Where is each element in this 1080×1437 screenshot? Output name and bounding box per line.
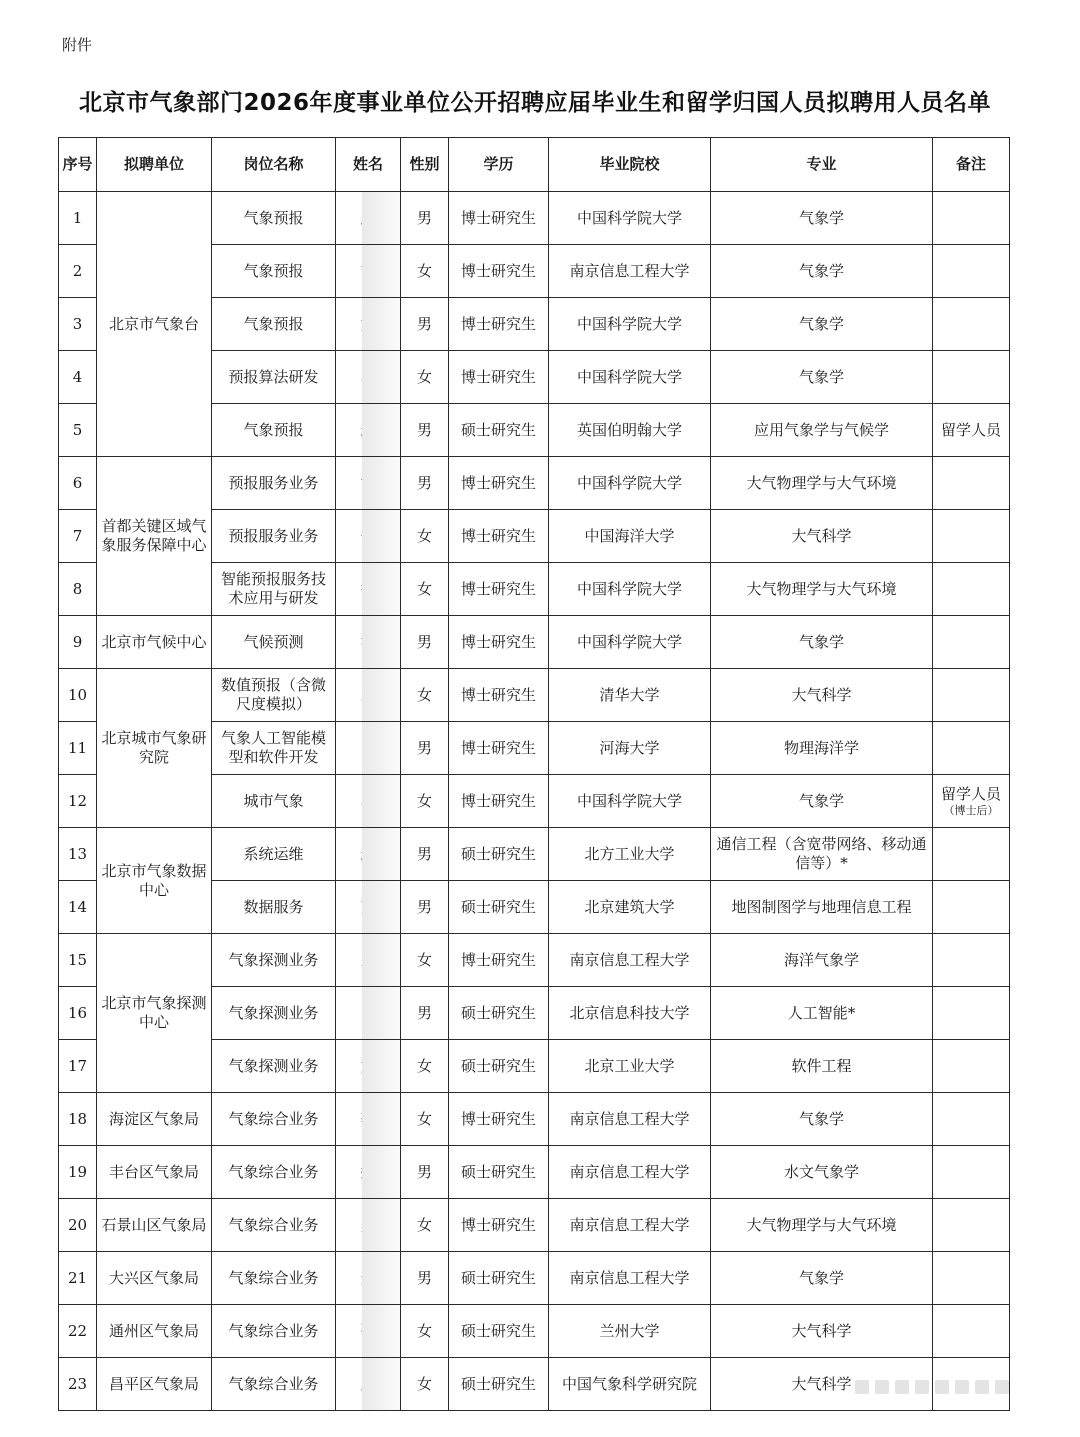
- cell-no: 17: [59, 1040, 97, 1093]
- cell-note: [933, 934, 1010, 987]
- cell-gender: 女: [401, 1040, 449, 1093]
- cell-note: [933, 987, 1010, 1040]
- cell-no: 16: [59, 987, 97, 1040]
- table-row: [59, 934, 1010, 987]
- cell-note: [933, 616, 1010, 669]
- cell-name: [336, 669, 401, 722]
- cell-unit: 北京市气候中心: [97, 616, 212, 669]
- cell-name: [336, 192, 401, 245]
- cell-gender: 女: [401, 669, 449, 722]
- cell-gender: 女: [401, 1358, 449, 1411]
- cell-post: 系统运维: [212, 828, 336, 881]
- cell-degree: 博士研究生: [449, 1093, 549, 1146]
- redaction-blur: [362, 1199, 400, 1252]
- cell-degree: 硕士研究生: [449, 987, 549, 1040]
- cell-post: 气候预测: [212, 616, 336, 669]
- cell-gender: 女: [401, 1199, 449, 1252]
- cell-no: 3: [59, 298, 97, 351]
- cell-post: 气象预报: [212, 298, 336, 351]
- cell-post: 气象探测业务: [212, 987, 336, 1040]
- cell-name: [336, 1093, 401, 1146]
- cell-school: 中国科学院大学: [549, 351, 711, 404]
- cell-degree: 博士研究生: [449, 1199, 549, 1252]
- hiring-table: [58, 137, 1010, 1411]
- cell-major: 气象学: [711, 245, 933, 298]
- redaction-blur: [362, 1040, 400, 1093]
- cell-name: [336, 1252, 401, 1305]
- cell-major: 大气物理学与大气环境: [711, 457, 933, 510]
- cell-post: 预报算法研发: [212, 351, 336, 404]
- cell-major: 软件工程: [711, 1040, 933, 1093]
- cell-school: 南京信息工程大学: [549, 245, 711, 298]
- cell-name: [336, 934, 401, 987]
- cell-note: [933, 457, 1010, 510]
- cell-major: 大气科学: [711, 510, 933, 563]
- redaction-blur: [362, 669, 400, 722]
- cell-note: [933, 1146, 1010, 1199]
- cell-major: 应用气象学与气候学: [711, 404, 933, 457]
- cell-no: 7: [59, 510, 97, 563]
- cell-no: 13: [59, 828, 97, 881]
- cell-note: [933, 881, 1010, 934]
- cell-unit: 首都关键区域气象服务保障中心: [97, 457, 212, 616]
- cell-no: 22: [59, 1305, 97, 1358]
- cell-post: 数值预报（含微尺度模拟）: [212, 669, 336, 722]
- cell-degree: 博士研究生: [449, 298, 549, 351]
- cell-name: [336, 510, 401, 563]
- cell-school: 中国科学院大学: [549, 192, 711, 245]
- cell-degree: 博士研究生: [449, 510, 549, 563]
- cell-major: 气象学: [711, 1252, 933, 1305]
- header-post: 岗位名称: [212, 138, 336, 192]
- header-no: 序号: [59, 138, 97, 192]
- cell-unit: 北京市气象探测中心: [97, 934, 212, 1093]
- cell-school: 北京信息科技大学: [549, 987, 711, 1040]
- redaction-blur: [362, 298, 400, 351]
- cell-name: [336, 616, 401, 669]
- cell-degree: 博士研究生: [449, 775, 549, 828]
- redaction-blur: [362, 616, 400, 669]
- cell-name: [336, 775, 401, 828]
- cell-unit: 丰台区气象局: [97, 1146, 212, 1199]
- cell-major: 气象学: [711, 616, 933, 669]
- note-text: 留学人员: [940, 420, 1001, 439]
- cell-school: 中国科学院大学: [549, 457, 711, 510]
- note-subtext: （博士后）: [943, 803, 999, 817]
- cell-post: 气象预报: [212, 245, 336, 298]
- cell-no: 14: [59, 881, 97, 934]
- cell-school: 中国科学院大学: [549, 775, 711, 828]
- cell-degree: 博士研究生: [449, 192, 549, 245]
- cell-major: 气象学: [711, 192, 933, 245]
- cell-gender: 女: [401, 775, 449, 828]
- table-row: [59, 1199, 1010, 1252]
- cell-note: [933, 351, 1010, 404]
- cell-school: 北京工业大学: [549, 1040, 711, 1093]
- cell-major: 人工智能*: [711, 987, 933, 1040]
- cell-post: 城市气象: [212, 775, 336, 828]
- cell-no: 6: [59, 457, 97, 510]
- cell-note: [933, 1199, 1010, 1252]
- table-row: [59, 616, 1010, 669]
- cell-major: 气象学: [711, 298, 933, 351]
- cell-post: 气象综合业务: [212, 1199, 336, 1252]
- cell-gender: 女: [401, 510, 449, 563]
- cell-name: [336, 1040, 401, 1093]
- cell-school: 中国科学院大学: [549, 563, 711, 616]
- cell-gender: 女: [401, 1305, 449, 1358]
- cell-note: [933, 192, 1010, 245]
- header-row: [59, 138, 1010, 192]
- cell-no: 4: [59, 351, 97, 404]
- cell-post: 气象探测业务: [212, 934, 336, 987]
- cell-school: 中国科学院大学: [549, 616, 711, 669]
- cell-no: 15: [59, 934, 97, 987]
- cell-unit: 北京市气象数据中心: [97, 828, 212, 934]
- cell-school: 北方工业大学: [549, 828, 711, 881]
- cell-degree: 硕士研究生: [449, 1358, 549, 1411]
- header-school: 毕业院校: [549, 138, 711, 192]
- header-major: 专业: [711, 138, 933, 192]
- watermark: [855, 1380, 1009, 1394]
- cell-major: 大气科学: [711, 669, 933, 722]
- cell-name: [336, 1199, 401, 1252]
- header-gender: 性别: [401, 138, 449, 192]
- table-row: [59, 192, 1010, 245]
- cell-degree: 博士研究生: [449, 616, 549, 669]
- cell-major: 水文气象学: [711, 1146, 933, 1199]
- cell-name: [336, 881, 401, 934]
- cell-degree: 硕士研究生: [449, 1305, 549, 1358]
- cell-degree: 硕士研究生: [449, 881, 549, 934]
- cell-major: 海洋气象学: [711, 934, 933, 987]
- redaction-blur: [362, 1252, 400, 1305]
- cell-gender: 男: [401, 881, 449, 934]
- table-row: [59, 828, 1010, 881]
- cell-name: [336, 245, 401, 298]
- redaction-blur: [362, 1146, 400, 1199]
- redaction-blur: [362, 510, 400, 563]
- cell-major: 气象学: [711, 775, 933, 828]
- redaction-blur: [362, 881, 400, 934]
- table-row: [59, 1146, 1010, 1199]
- table-row: [59, 1305, 1010, 1358]
- cell-note: [933, 1093, 1010, 1146]
- cell-gender: 男: [401, 298, 449, 351]
- redaction-blur: [362, 775, 400, 828]
- cell-post: 气象综合业务: [212, 1093, 336, 1146]
- cell-major: 大气物理学与大气环境: [711, 1199, 933, 1252]
- cell-name: [336, 563, 401, 616]
- cell-unit: 石景山区气象局: [97, 1199, 212, 1252]
- cell-degree: 博士研究生: [449, 669, 549, 722]
- cell-major: 气象学: [711, 1093, 933, 1146]
- cell-post: 气象预报: [212, 192, 336, 245]
- cell-no: 1: [59, 192, 97, 245]
- cell-gender: 男: [401, 616, 449, 669]
- cell-degree: 博士研究生: [449, 245, 549, 298]
- cell-gender: 女: [401, 1093, 449, 1146]
- redaction-blur: [362, 1305, 400, 1358]
- cell-school: 南京信息工程大学: [549, 1146, 711, 1199]
- cell-post: 气象预报: [212, 404, 336, 457]
- cell-gender: 男: [401, 722, 449, 775]
- header-name: 姓名: [336, 138, 401, 192]
- cell-degree: 硕士研究生: [449, 828, 549, 881]
- cell-note: [933, 1040, 1010, 1093]
- redaction-blur: [362, 934, 400, 987]
- cell-major: 物理海洋学: [711, 722, 933, 775]
- cell-name: [336, 404, 401, 457]
- cell-school: 兰州大学: [549, 1305, 711, 1358]
- cell-degree: 硕士研究生: [449, 404, 549, 457]
- cell-unit: 北京市气象台: [97, 192, 212, 457]
- cell-no: 20: [59, 1199, 97, 1252]
- cell-degree: 博士研究生: [449, 934, 549, 987]
- cell-no: 21: [59, 1252, 97, 1305]
- cell-note: [933, 722, 1010, 775]
- cell-post: 数据服务: [212, 881, 336, 934]
- cell-unit: 北京城市气象研究院: [97, 669, 212, 828]
- cell-name: [336, 298, 401, 351]
- cell-gender: 男: [401, 457, 449, 510]
- cell-note: [933, 298, 1010, 351]
- cell-school: 南京信息工程大学: [549, 934, 711, 987]
- cell-school: 南京信息工程大学: [549, 1252, 711, 1305]
- cell-note: [933, 1252, 1010, 1305]
- cell-gender: 男: [401, 404, 449, 457]
- cell-note: [933, 245, 1010, 298]
- cell-school: 中国海洋大学: [549, 510, 711, 563]
- cell-note: [933, 563, 1010, 616]
- cell-note: [933, 510, 1010, 563]
- cell-gender: 女: [401, 245, 449, 298]
- cell-no: 10: [59, 669, 97, 722]
- cell-unit: 海淀区气象局: [97, 1093, 212, 1146]
- cell-post: 气象综合业务: [212, 1358, 336, 1411]
- cell-name: [336, 1358, 401, 1411]
- cell-school: 中国科学院大学: [549, 298, 711, 351]
- table-row: [59, 457, 1010, 510]
- cell-post: 气象综合业务: [212, 1305, 336, 1358]
- cell-note: [933, 828, 1010, 881]
- cell-no: 19: [59, 1146, 97, 1199]
- cell-gender: 女: [401, 563, 449, 616]
- redaction-blur: [362, 404, 400, 457]
- cell-gender: 男: [401, 192, 449, 245]
- cell-gender: 男: [401, 1252, 449, 1305]
- redaction-blur: [362, 1093, 400, 1146]
- cell-no: 2: [59, 245, 97, 298]
- cell-degree: 硕士研究生: [449, 1040, 549, 1093]
- attachment-label: 附件: [62, 36, 93, 54]
- cell-post: 预报服务业务: [212, 457, 336, 510]
- cell-major: 大气科学: [711, 1358, 933, 1411]
- cell-name: [336, 722, 401, 775]
- cell-name: [336, 1305, 401, 1358]
- cell-degree: 博士研究生: [449, 457, 549, 510]
- cell-unit: 通州区气象局: [97, 1305, 212, 1358]
- cell-gender: 男: [401, 987, 449, 1040]
- cell-major: 大气物理学与大气环境: [711, 563, 933, 616]
- header-note: 备注: [933, 138, 1010, 192]
- cell-gender: 女: [401, 934, 449, 987]
- cell-no: 5: [59, 404, 97, 457]
- cell-note: [933, 404, 1010, 457]
- cell-major: 大气科学: [711, 1305, 933, 1358]
- cell-gender: 女: [401, 351, 449, 404]
- cell-no: 12: [59, 775, 97, 828]
- redaction-blur: [362, 457, 400, 510]
- cell-gender: 男: [401, 828, 449, 881]
- cell-school: 河海大学: [549, 722, 711, 775]
- cell-degree: 博士研究生: [449, 722, 549, 775]
- table-row: [59, 669, 1010, 722]
- cell-no: 18: [59, 1093, 97, 1146]
- redaction-blur: [362, 245, 400, 298]
- redaction-blur: [362, 828, 400, 881]
- table-body: [59, 192, 1010, 1411]
- cell-note: [933, 1305, 1010, 1358]
- cell-school: 中国气象科学研究院: [549, 1358, 711, 1411]
- document-title: 北京市气象部门2026年度事业单位公开招聘应届毕业生和留学归国人员拟聘用人员名单: [78, 90, 991, 116]
- cell-degree: 硕士研究生: [449, 1252, 549, 1305]
- cell-gender: 男: [401, 1146, 449, 1199]
- cell-degree: 博士研究生: [449, 563, 549, 616]
- cell-unit: 昌平区气象局: [97, 1358, 212, 1411]
- redaction-blur: [362, 987, 400, 1040]
- cell-no: 11: [59, 722, 97, 775]
- redaction-blur: [362, 563, 400, 616]
- cell-post: 气象综合业务: [212, 1252, 336, 1305]
- cell-school: 清华大学: [549, 669, 711, 722]
- cell-degree: 硕士研究生: [449, 1146, 549, 1199]
- cell-name: [336, 1146, 401, 1199]
- cell-post: 气象人工智能模型和软件开发: [212, 722, 336, 775]
- cell-major: 气象学: [711, 351, 933, 404]
- cell-no: 8: [59, 563, 97, 616]
- header-degree: 学历: [449, 138, 549, 192]
- redaction-blur: [362, 1358, 400, 1411]
- cell-degree: 博士研究生: [449, 351, 549, 404]
- cell-school: 北京建筑大学: [549, 881, 711, 934]
- table-row: [59, 1093, 1010, 1146]
- cell-school: 英国伯明翰大学: [549, 404, 711, 457]
- cell-post: 智能预报服务技术应用与研发: [212, 563, 336, 616]
- header-unit: 拟聘单位: [97, 138, 212, 192]
- cell-school: 南京信息工程大学: [549, 1199, 711, 1252]
- cell-post: 气象探测业务: [212, 1040, 336, 1093]
- cell-post: 气象综合业务: [212, 1146, 336, 1199]
- cell-name: [336, 351, 401, 404]
- cell-unit: 大兴区气象局: [97, 1252, 212, 1305]
- table-row: [59, 1252, 1010, 1305]
- note-text: 留学人员: [940, 784, 1001, 803]
- cell-post: 预报服务业务: [212, 510, 336, 563]
- cell-major: 通信工程（含宽带网络、移动通信等）*: [711, 828, 933, 881]
- cell-major: 地图制图学与地理信息工程: [711, 881, 933, 934]
- cell-school: 南京信息工程大学: [549, 1093, 711, 1146]
- redaction-blur: [362, 192, 400, 245]
- cell-no: 9: [59, 616, 97, 669]
- cell-note: [933, 775, 1010, 828]
- cell-no: 23: [59, 1358, 97, 1411]
- cell-name: [336, 987, 401, 1040]
- cell-name: [336, 828, 401, 881]
- cell-name: [336, 457, 401, 510]
- redaction-blur: [362, 722, 400, 775]
- redaction-blur: [362, 351, 400, 404]
- cell-note: [933, 669, 1010, 722]
